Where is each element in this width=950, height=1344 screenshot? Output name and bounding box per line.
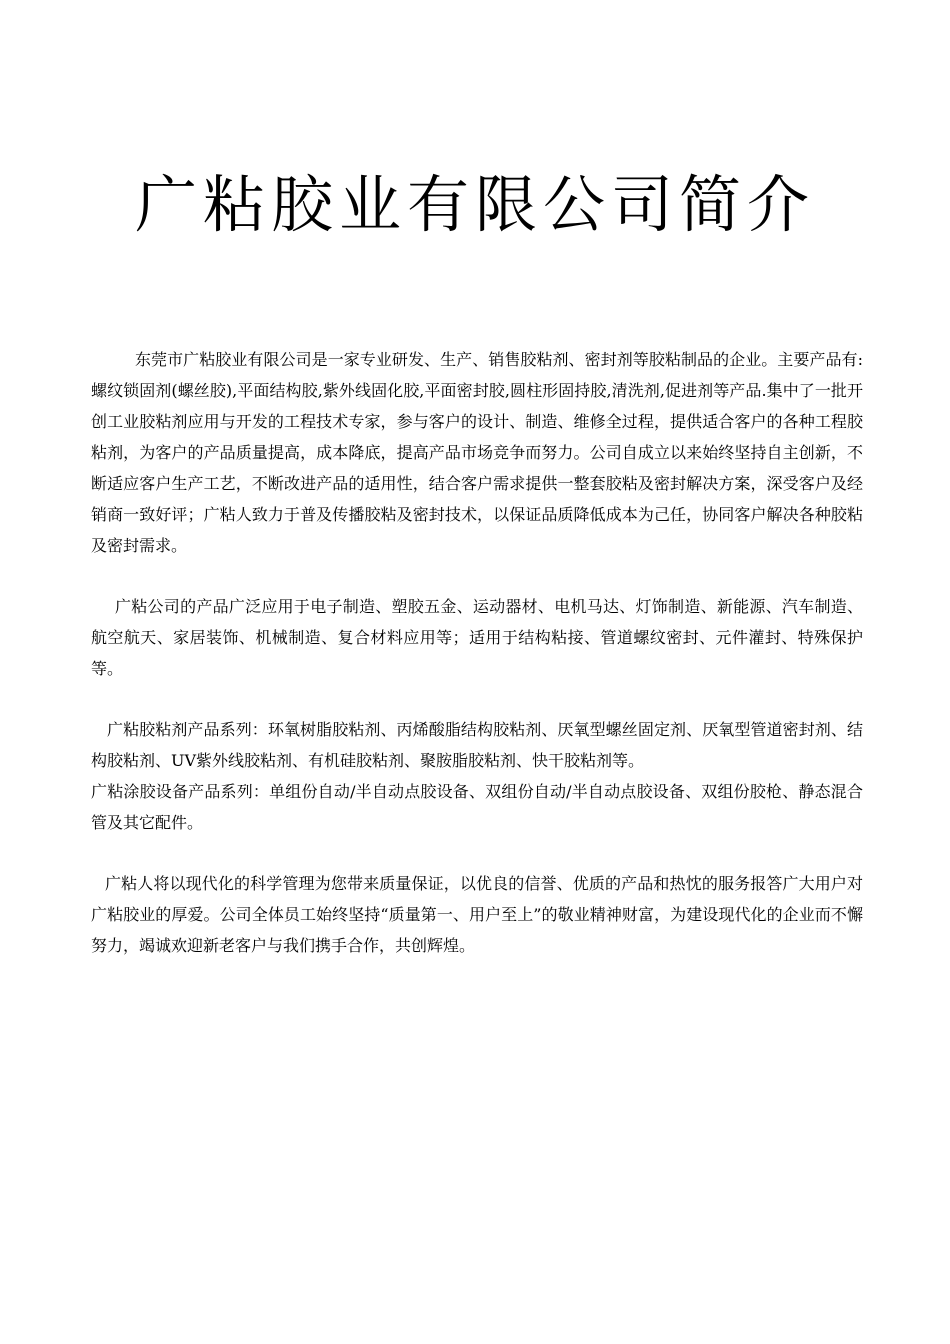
intro-paragraph: 东莞市广粘胶业有限公司是一家专业研发、生产、销售胶粘剂、密封剂等胶粘制品的企业。主要产品有:螺纹锁固剂(螺丝胶),平面结构胶,紫外线固化胶,平面密封胶,圆柱形固持胶,清洗剂,促进剂等产品.集中了一批开创工业胶粘剂应用与开发的工程技术专家，参与客户的设计、制造、维修全过程，提供适合客户的各种工程胶粘剂，为客户的产品质量提高，成本降底，提高产品市场竞争而努力。公司自成立以来始终坚持自主创新，不断适应客户生产工艺，不断改进产品的适用性，结合客户需求提供一整套胶粘及密封解决方案，深受客户及经销商一致好评；广粘人致力于普及传播胶粘及密封技术，以保证品质降低成本为己任，协同客户解决各种胶粘及密封需求。 — [91, 350, 863, 555]
applications-paragraph: 广粘公司的产品广泛应用于电子制造、塑胶五金、运动器材、电机马达、灯饰制造、新能源、汽车制造、航空航天、家居装饰、机械制造、复合材料应用等；适用于结构粘接、管道螺纹密封、元件灌封、特殊保护等。 — [91, 597, 863, 678]
document-body — [91, 344, 863, 961]
adhesive-series-paragraph: 广粘胶粘剂产品系列：环氧树脂胶粘剂、丙烯酸脂结构胶粘剂、厌氧型螺丝固定剂、厌氧型管道密封剂、结构胶粘剂、UV紫外线胶粘剂、有机硅胶粘剂、聚胺脂胶粘剂、快干胶粘剂等。 — [91, 720, 863, 770]
equipment-series-paragraph: 广粘涂胶设备产品系列：单组份自动/半自动点胶设备、双组份自动/半自动点胶设备、双组份胶枪、静态混合管及其它配件。 — [91, 782, 863, 832]
paragraph-spacer — [91, 684, 863, 714]
paragraph-spacer — [91, 561, 863, 591]
paragraph-spacer — [91, 838, 863, 868]
document-title: 广粘胶业有限公司简介 — [134, 168, 815, 241]
closing-paragraph: 广粘人将以现代化的科学管理为您带来质量保证，以优良的信誉、优质的产品和热忱的服务报答广大用户对广粘胶业的厚爱。公司全体员工始终坚持“质量第一、用户至上”的敬业精神财富，为建设现代化的企业而不懈努力，竭诚欢迎新老客户与我们携手合作，共创辉煌。 — [91, 874, 863, 955]
